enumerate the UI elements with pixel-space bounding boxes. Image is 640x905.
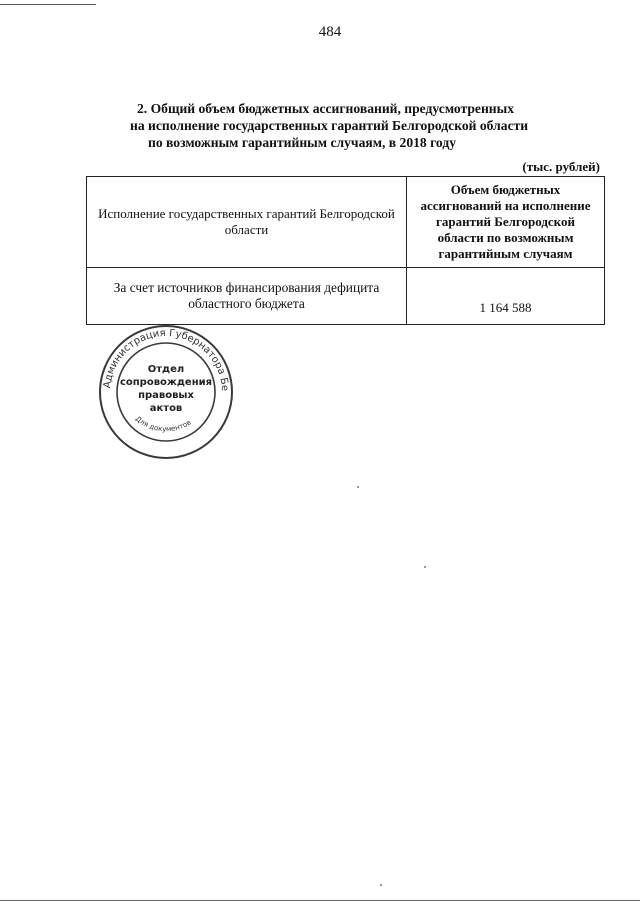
stamp-outer-textpath: Администрация Губернатора Бе bbox=[102, 327, 231, 392]
table-row bbox=[87, 268, 605, 325]
scan-speck bbox=[424, 566, 426, 568]
scan-speck bbox=[380, 884, 382, 886]
row-source-cell: За счет источников финансирования дефицита областного бюджета bbox=[87, 268, 407, 325]
header-allocation-volume: Объем бюджетных ассигнований на исполнение гарантий Белгородской области по возможным гарантийным случаям bbox=[407, 177, 605, 268]
stamp-inner-line-1: Отдел bbox=[147, 364, 185, 375]
scan-speck bbox=[357, 486, 359, 488]
scan-edge-top bbox=[0, 4, 96, 5]
header-guarantee-execution: Исполнение государственных гарантий Белгородской области bbox=[87, 177, 407, 268]
heading-line-3: по возможным гарантийным случаям, в 2018 году bbox=[148, 135, 457, 150]
units-label: (тыс. рублей) bbox=[522, 159, 600, 174]
guarantees-table bbox=[86, 176, 605, 325]
official-stamp bbox=[96, 322, 236, 462]
stamp-bottom-text bbox=[134, 415, 193, 434]
row-amount-cell: 1 164 588 bbox=[407, 268, 605, 325]
scan-edge-bottom bbox=[0, 900, 640, 901]
stamp-inner-line-3: правовых bbox=[138, 390, 194, 401]
page-number: 484 bbox=[318, 24, 342, 40]
heading-line-2: на исполнение государственных гарантий Белгородской области bbox=[130, 118, 529, 133]
stamp-inner-line-2: сопровождения bbox=[119, 377, 213, 388]
stamp-inner-line-4: актов bbox=[149, 403, 183, 414]
stamp-bottom-textpath: Для документов bbox=[133, 414, 193, 434]
heading-line-1: 2. Общий объем бюджетных ассигнований, предусмотренных bbox=[137, 101, 515, 116]
stamp-seal-icon bbox=[96, 322, 236, 462]
table-header-row bbox=[87, 177, 605, 268]
section-heading bbox=[90, 100, 590, 151]
